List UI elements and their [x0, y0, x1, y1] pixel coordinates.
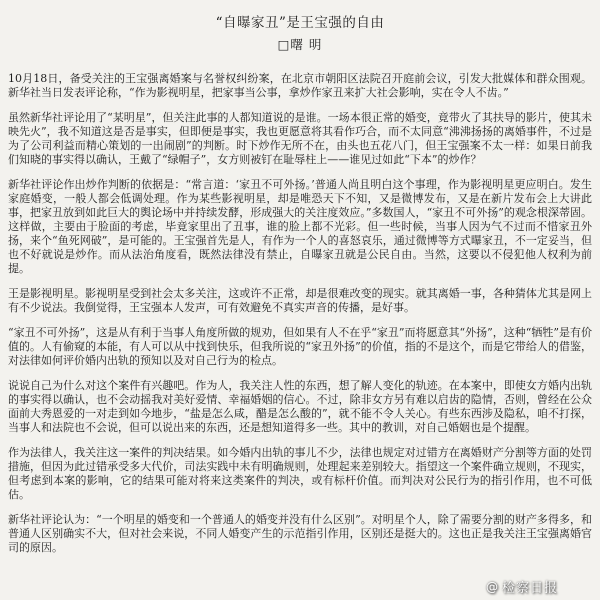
- at-icon: @: [485, 579, 499, 594]
- article-paragraph: “家丑不可外扬”，这是从有利于当事人角度所做的规劝，但如果有人不在乎“家丑”而将愿意其“外扬”，这种“牺牲”是有价值的。人有偷窥的本能，有人可以从中找到快乐，但我所说的“家丑外扬”的价值，指的不是这个，而是它带给人的借鉴，对法律如何评价婚内出轨的预知以及对自己行为的检点。: [8, 326, 592, 367]
- article-paragraph: 说说自己为什么对这个案件有兴趣吧。作为人，我关注人性的东西，想了解人变化的轨迹。在本案中，即使女方婚内出轨的事实得以确认，也不会动摇我对美好爱情、幸福婚姻的信心。不过，除非女方另有难以启齿的隐情，否则，曾经在公众面前大秀恩爱的一对走到如今地步，“盐是怎么咸，醋是怎么酸的”，就不能不令人关心。有些东西涉及隐私，咱不打探，当事人和法院也不会说，但可以说出来的东西，还是想知道得多一些。其中的教训，对自己婚姻也是个提醒。: [8, 379, 592, 434]
- article-title: “自曝家丑”是王宝强的自由: [215, 15, 385, 31]
- article-paragraph: 王是影视明星。影视明星受到社会太多关注，这或许不正常，却是很难改变的现实。就其离婚一事，各种猜体尤其是网上有不少说法。我倒觉得，王宝强本人发声，可有效避免不真实声音的传播，是好事。: [8, 287, 592, 314]
- article-paragraph: 虽然新华社评论用了“某明星”，但关注此事的人都知道说的是谁。一场本很正常的婚变，竟带火了其扶导的影片，使其未映先火”，我不知道这是否是事实，但即便是事实，我也更愿意将其看作巧合，而不太同意“沸沸扬扬的离婚事件，不过是为了公司利益而精心策划的一出闹剧”的判断。时下炒作无所不在，由头也五花八门，但王宝强案不太一样：如果日前我们知晓的事实得以确认，王戴了“绿帽子”，女方则被钉在耻辱柱上——谁见过如此“下本”的炒作？: [8, 111, 592, 166]
- article-paragraph: 10月18日，备受关注的王宝强离婚案与名誉权纠纷案，在北京市朝阳区法院召开庭前会议，引发大批媒体和群众围观。新华社当日发表评论称，“作为影视明星，把家事当公事，拿炒作家丑来扩大社会影响，实在令人不齿。”: [8, 72, 592, 99]
- watermark-text: 检察日报: [501, 581, 558, 596]
- article-paragraph: 新华社评论认为：“一个明星的婚变和一个普通人的婚变并没有什么区别”。对明星个人，除了需要分割的财产多得多，和普通人区别确实不大，但对社会来说，不同人婚变产生的示范指引作用，区别还是挺大的。这也正是我关注王宝强离婚官司的原因。: [8, 513, 592, 554]
- source-watermark: [486, 577, 558, 596]
- article-paragraph: 作为法律人，我关注这一案件的判决结果。如今婚内出轨的事儿不少，法律也规定对过错方在离婚财产分割等方面的处罚措施，但因为此过错承受多大代价，司法实践中未有明确规则，处理起来差别较大。指望这一个案件确立规则，不现实，但考虑到本案的影响，它的结果可能对将来这类案件的判决，或有标杆价值。而判决对公民行为的指引作用，也不可低估。: [8, 446, 592, 501]
- article-paragraph: 新华社评论作出炒作判断的依据是：“常言道：‘家丑不可外扬。’普通人尚且明白这个事理，作为影视明星更应明白。发生家庭婚变，一般人都会低调处理。作为某些影视明星，却是唯恐天下不知，又是微博发布，又是在新片发布会上大讲此事，把家丑放到如此巨大的舆论场中并持续发酵，形成强大的关注度效应。”多数国人，“家丑不可外扬”的观念根深蒂固。这样做，主要由于脸面的考虑，毕竟家里出了丑事，谁的脸上都不光彩。但一些时候，当事人因为气不过而不惜家丑外扬，来个“鱼死网破”，是可能的。王宝强首先是人，有作为一个人的喜怒哀乐，通过微博等方式曝家丑，不一定妥当，但也不好就说是炒作。而从法治角度看，既然法律没有禁止，自曝家丑就是公民自由。当然，这要以不侵犯他人权利为前提。: [8, 178, 592, 275]
- article-author: □曙 明: [277, 37, 323, 52]
